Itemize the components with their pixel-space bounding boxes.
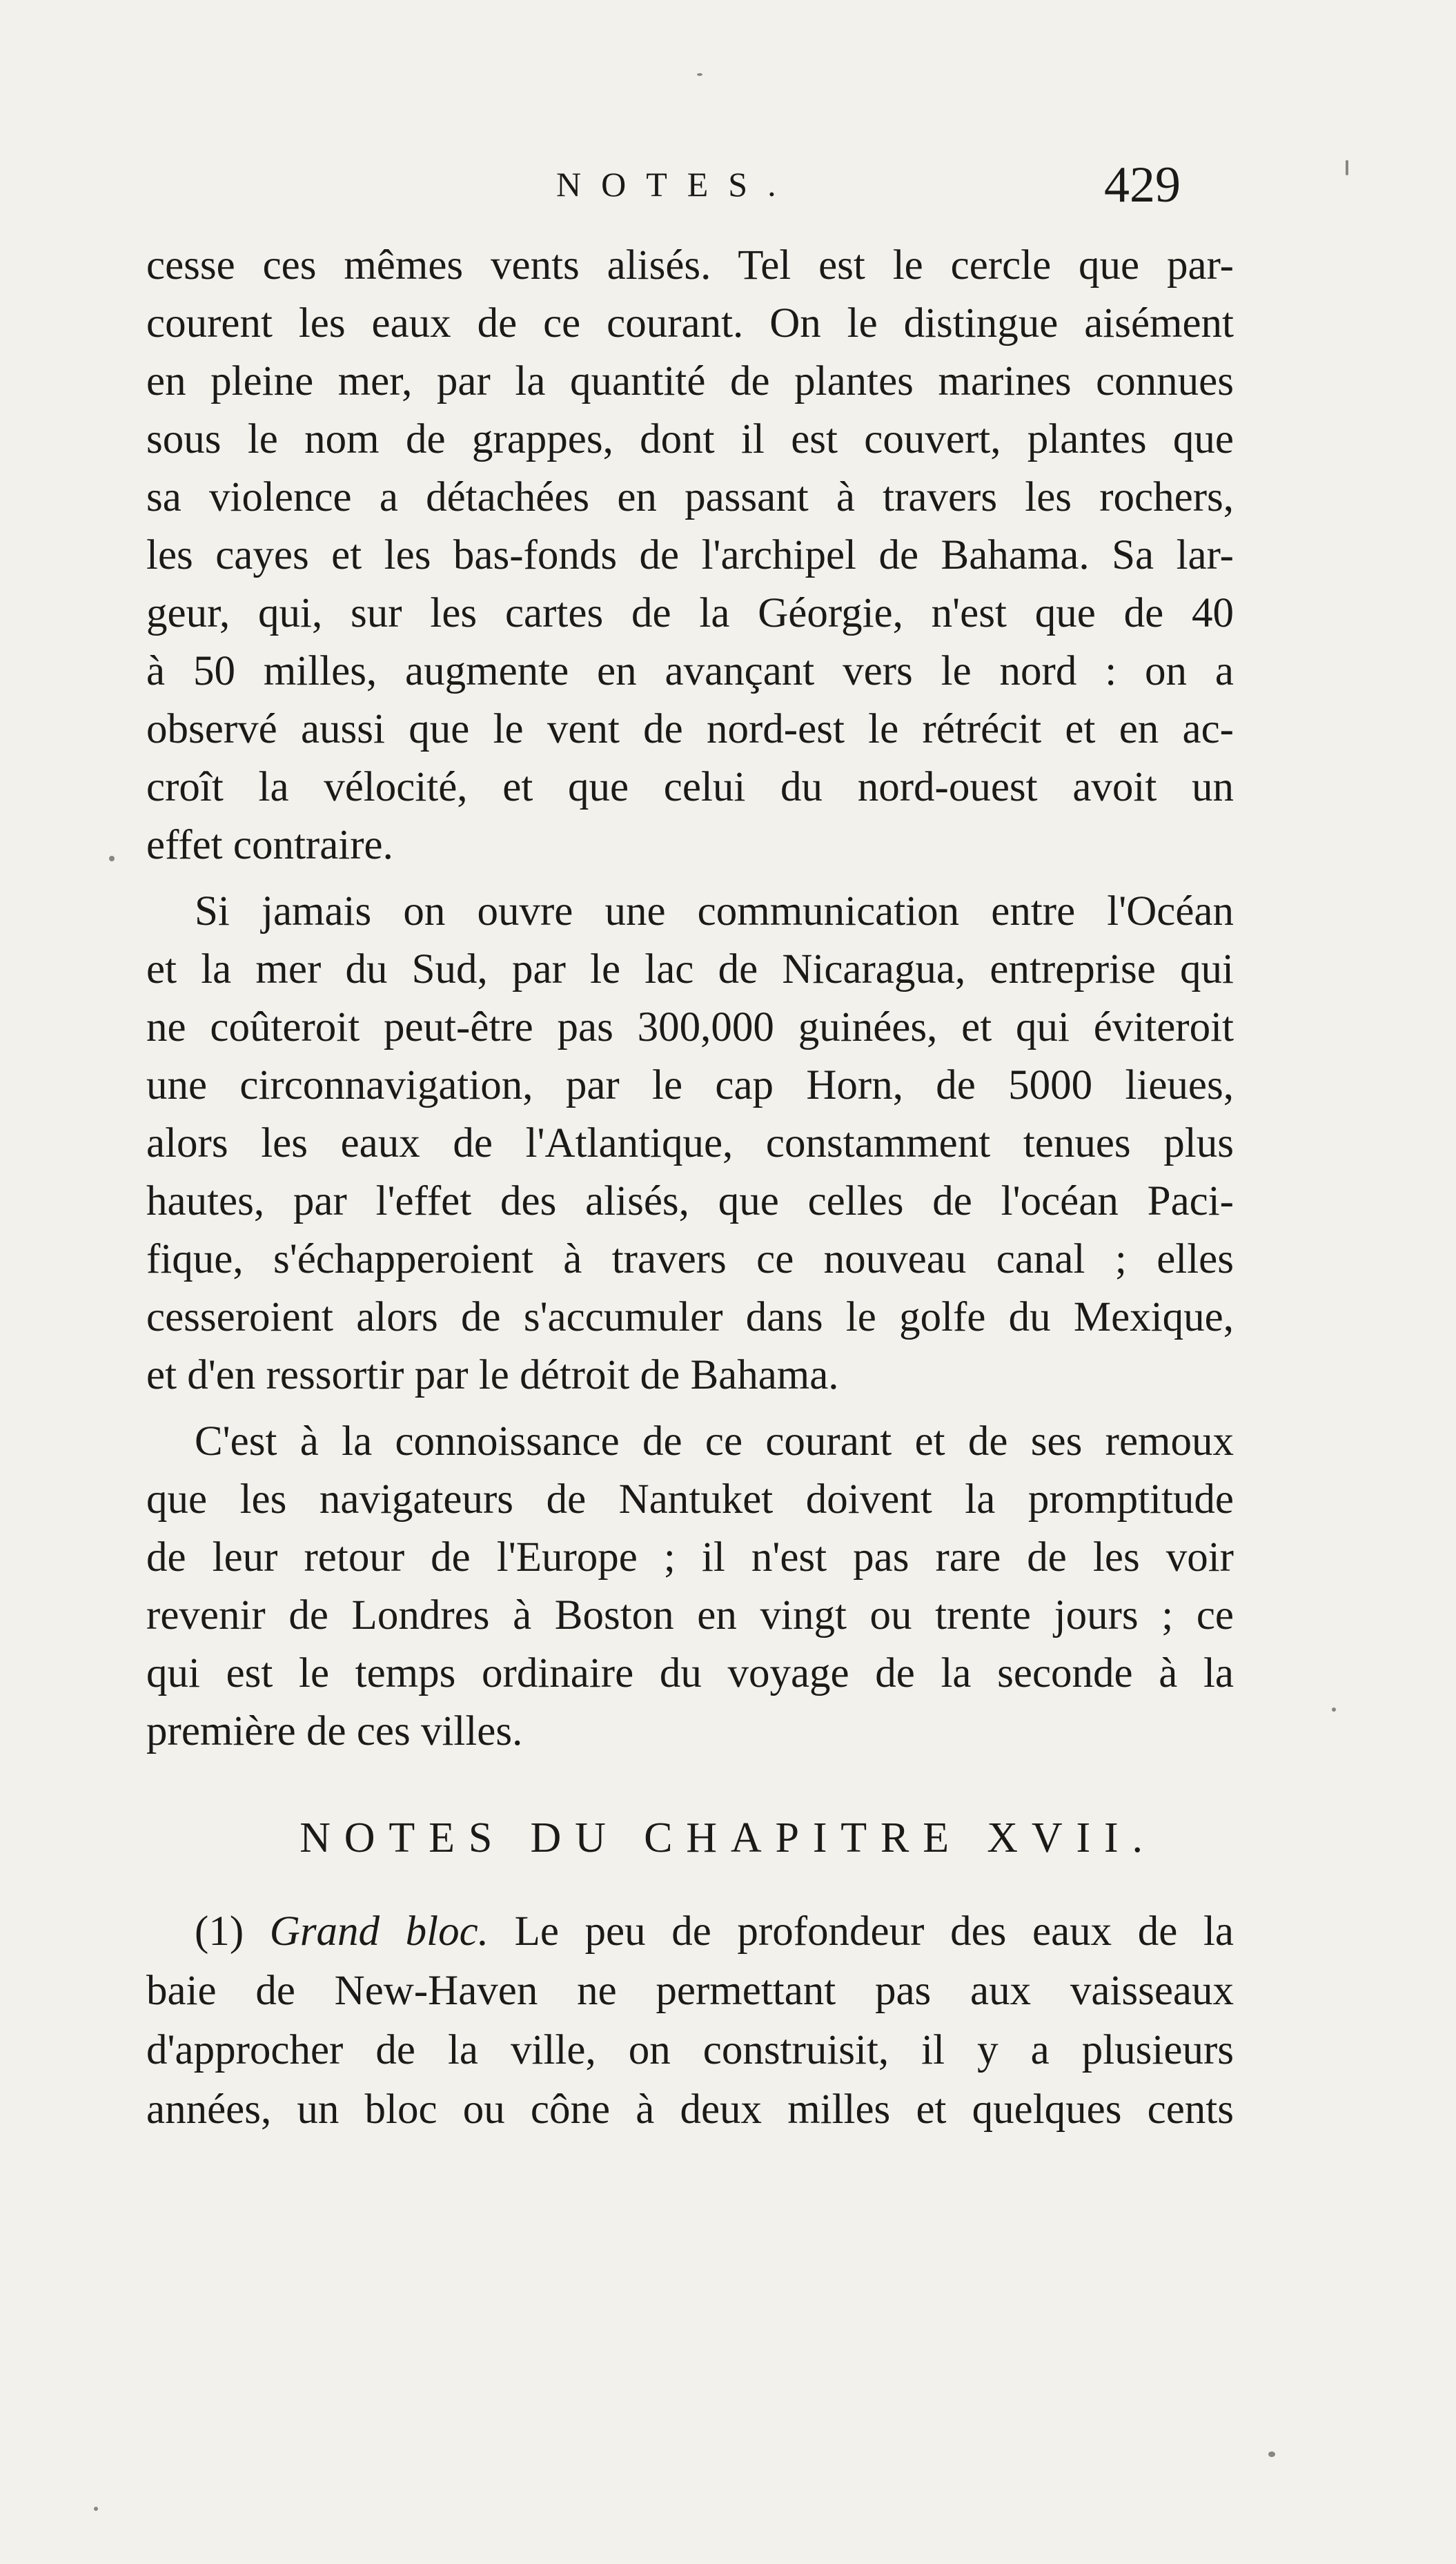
text-line: cesseroient alors de s'accumuler dans le golfe du Mexique, bbox=[146, 1294, 1234, 1340]
text-line: et la mer du Sud, par le lac de Nicaragua, entreprise qui bbox=[146, 946, 1234, 992]
text-line: alors les eaux de l'Atlantique, constamment tenues plus bbox=[146, 1120, 1234, 1166]
text-line: revenir de Londres à Boston en vingt ou trente jours ; ce bbox=[146, 1592, 1234, 1638]
footnote-line: d'approcher de la ville, on construisit, il y a plusieurs bbox=[146, 2027, 1234, 2073]
text-line: à 50 milles, augmente en avançant vers le nord : on a bbox=[146, 648, 1234, 694]
text-line: fique, s'échapperoient à travers ce nouveau canal ; elles bbox=[146, 1236, 1234, 1282]
text-line: les cayes et les bas-fonds de l'archipel de Bahama. Sa lar- bbox=[146, 532, 1234, 578]
text-line: une circonnavigation, par le cap Horn, de 5000 lieues, bbox=[146, 1062, 1234, 1108]
text-line: hautes, par l'effet des alisés, que celles de l'océan Paci- bbox=[146, 1178, 1234, 1224]
text-line: courent les eaux de ce courant. On le distingue aisément bbox=[146, 300, 1234, 346]
running-head: NOTES. bbox=[556, 165, 796, 204]
text-line: effet contraire. bbox=[146, 822, 393, 868]
footnote-number: (1) bbox=[195, 1908, 244, 1955]
section-heading: NOTES DU CHAPITRE XVII. bbox=[299, 1814, 1157, 1861]
text-line: en pleine mer, par la quantité de plantes marines connues bbox=[146, 358, 1234, 404]
text-line: sous le nom de grappes, dont il est couvert, plantes que bbox=[146, 416, 1234, 462]
page-number: 429 bbox=[1104, 157, 1181, 213]
text-line: observé aussi que le vent de nord-est le rétrécit et en ac- bbox=[146, 706, 1234, 752]
text-line: croît la vélocité, et que celui du nord-ouest avoit un bbox=[146, 764, 1234, 810]
text-line: cesse ces mêmes vents alisés. Tel est le cercle que par- bbox=[146, 242, 1234, 288]
paper-speck bbox=[1346, 160, 1348, 175]
paper-speck bbox=[1332, 1707, 1336, 1712]
paragraph-first-line: Si jamais on ouvre une communication entre l'Océan bbox=[195, 888, 1234, 934]
text-line: sa violence a détachées en passant à travers les rochers, bbox=[146, 474, 1234, 520]
text-line: et d'en ressortir par le détroit de Bahama. bbox=[146, 1352, 839, 1398]
text-line: ne coûteroit peut-être pas 300,000 guinées, et qui éviteroit bbox=[146, 1004, 1234, 1050]
text-line: première de ces villes. bbox=[146, 1708, 523, 1754]
text-line: geur, qui, sur les cartes de la Géorgie, n'est que de 40 bbox=[146, 590, 1234, 636]
footnote-first-line bbox=[195, 1908, 1234, 1957]
text-line: qui est le temps ordinaire du voyage de la seconde à la bbox=[146, 1650, 1234, 1696]
paragraph-first-line: C'est à la connoissance de ce courant et de ses remoux bbox=[195, 1418, 1234, 1465]
footnote-text: Le peu de profondeur des eaux de la bbox=[514, 1908, 1234, 1955]
paper-speck bbox=[109, 856, 115, 861]
text-line: de leur retour de l'Europe ; il n'est pas rare de les voir bbox=[146, 1534, 1234, 1581]
footnote-line: années, un bloc ou cône à deux milles et quelques cents bbox=[146, 2086, 1234, 2133]
text-line: que les navigateurs de Nantuket doivent la promptitude bbox=[146, 1476, 1234, 1523]
paper-speck bbox=[1268, 2452, 1275, 2457]
paper-speck bbox=[94, 2507, 98, 2511]
footnote-line: baie de New-Haven ne permettant pas aux vaisseaux bbox=[146, 1968, 1234, 2014]
paper-speck bbox=[697, 73, 702, 76]
footnote-label: Grand bloc. bbox=[269, 1908, 489, 1955]
